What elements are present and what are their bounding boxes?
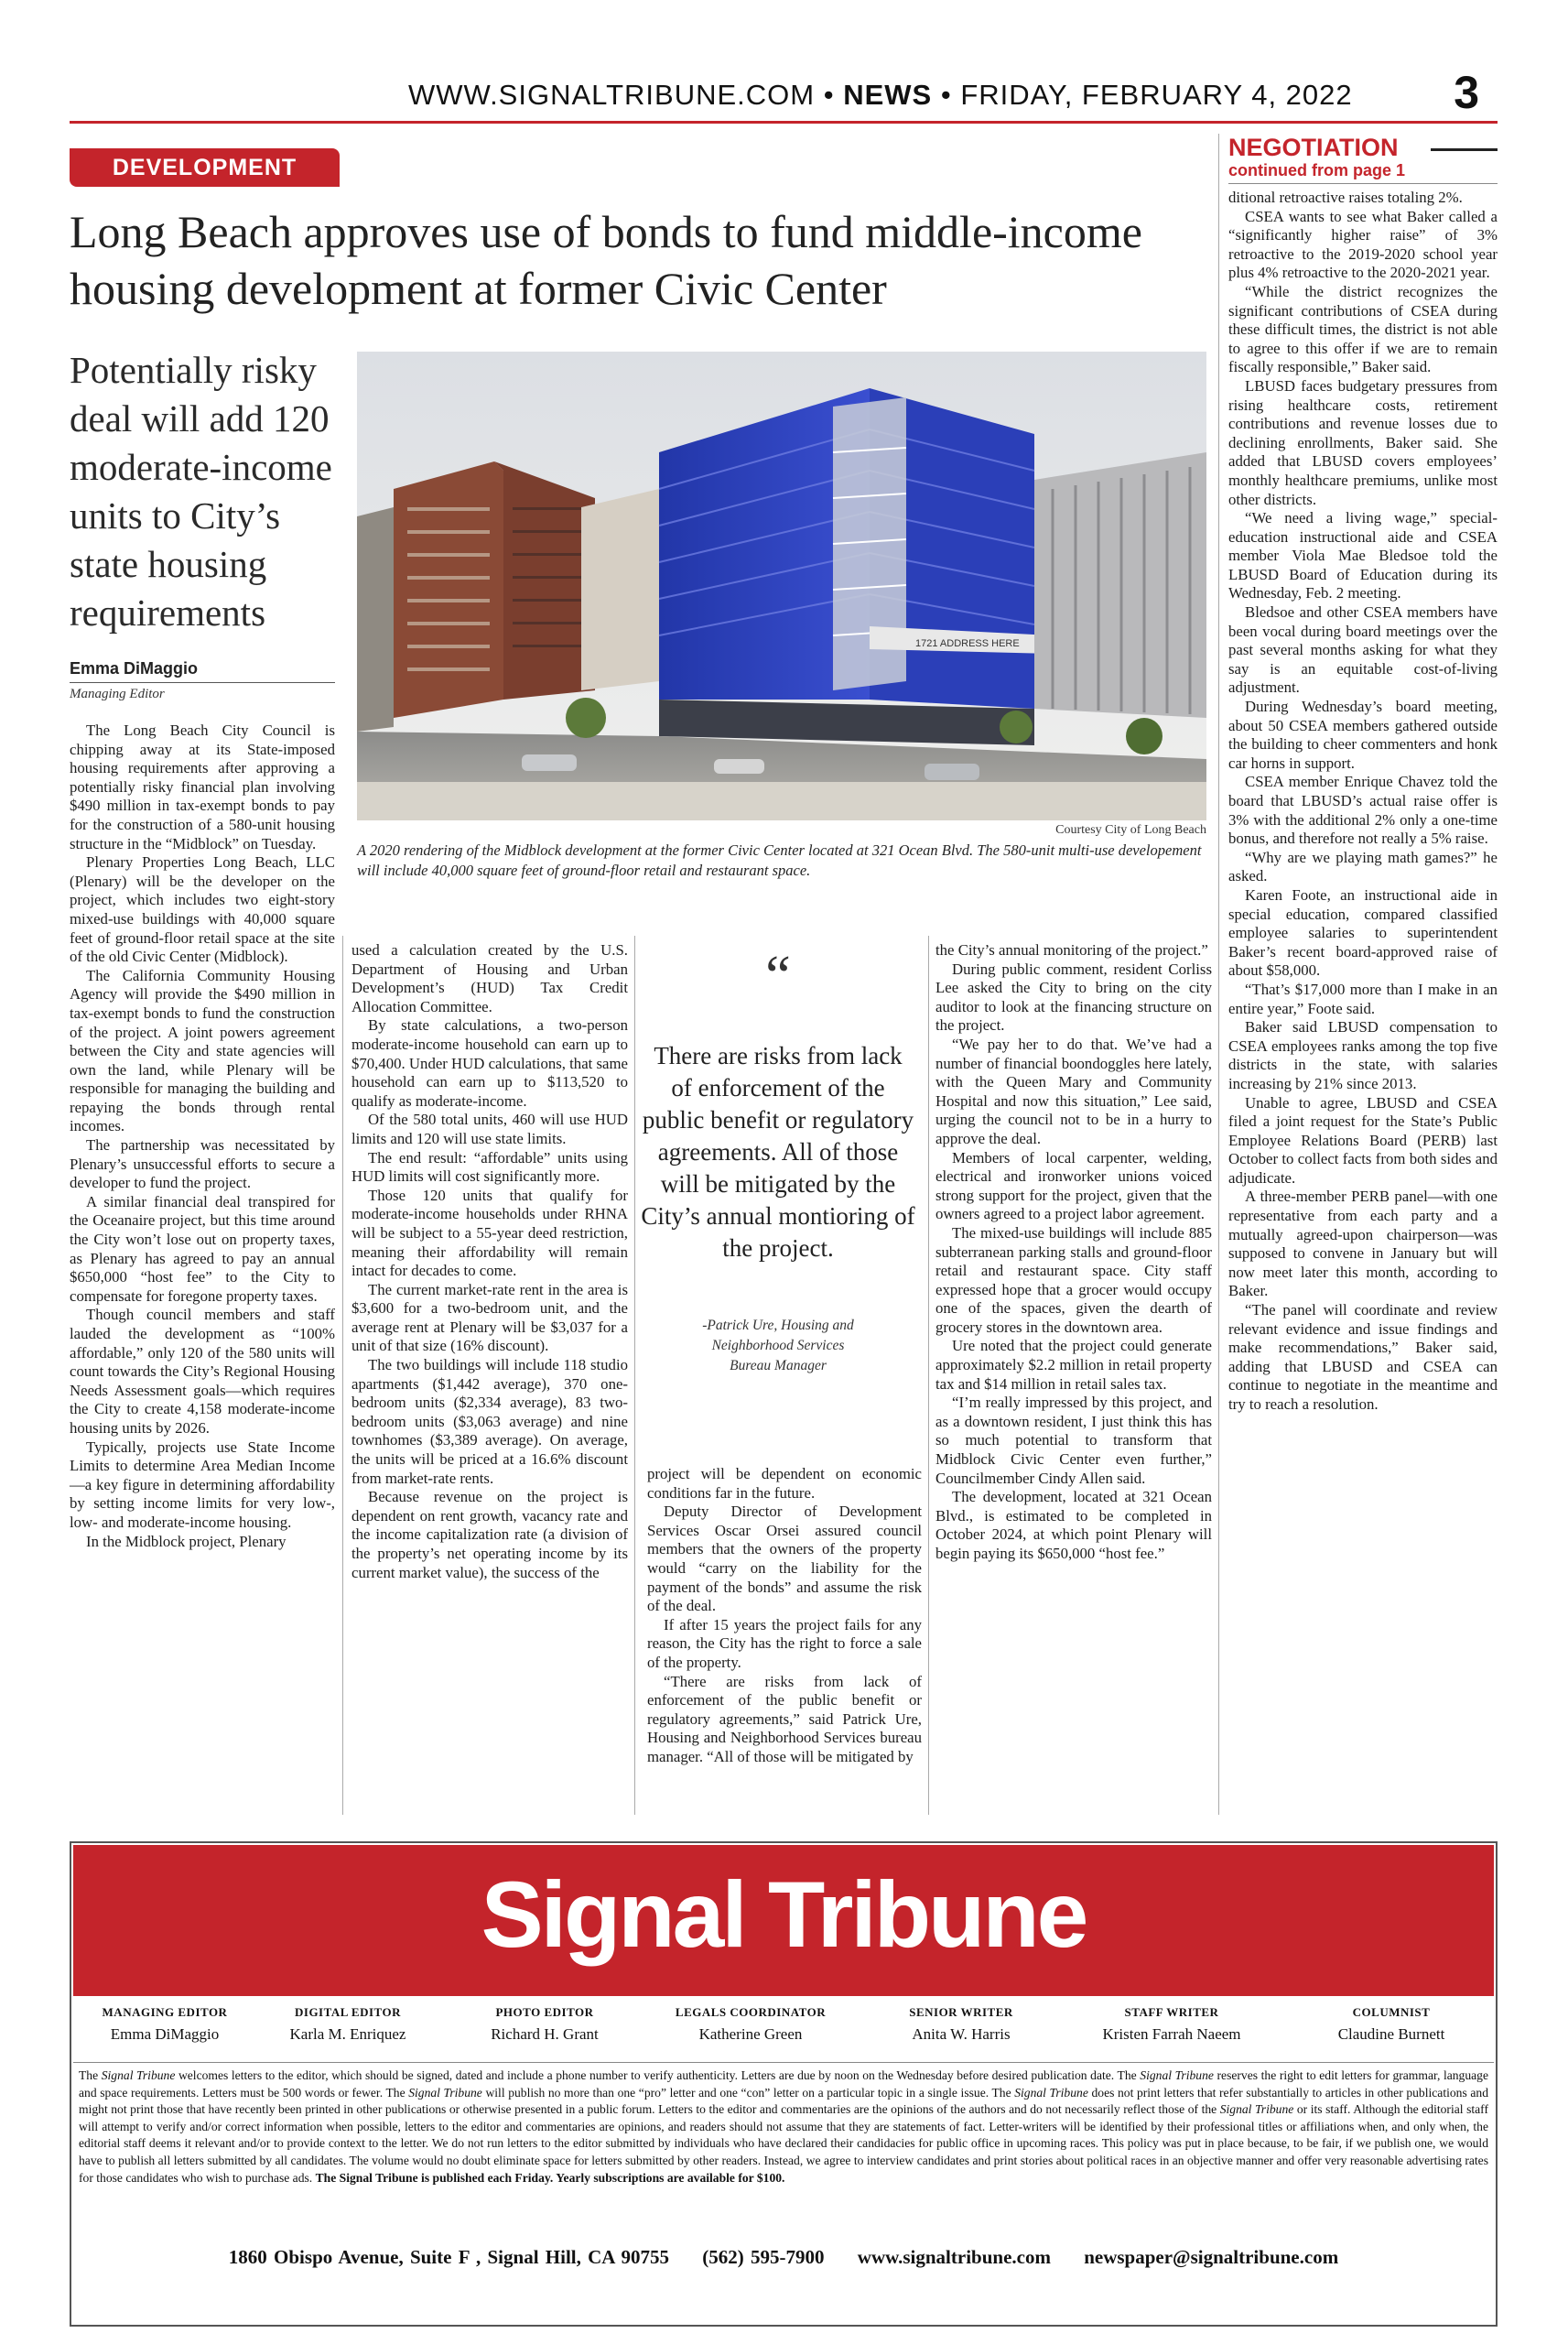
paragraph: LBUSD faces budgetary pressures from rising healthcare costs, retirement contributions and revenue losses due to declining enrollments, Baker said. She added that LBUSD covers employees’ monthly healthcare premiums, unlike most other districts. [1228,376,1498,508]
paragraph: The California Community Housing Agency will provide the $490 million in tax-exempt bonds to fund the construction of the project. A joint powers agreement between the City and state agencies will own the land, while Plenary will be responsible for managing the building and repaying the bonds through rental incomes. [70,966,335,1135]
negotiation-label: NEGOTIATION [1228,134,1399,161]
pull-quote-text: There are risks from lack of enforcement of the public benefit or regulatory agreements. All of those will be mitigated by the City’s annual montioring of the project. [641,1042,915,1262]
column-divider [634,936,635,1815]
paragraph: The current market-rate rent in the area is $3,600 for a two-bedroom unit, and the average rent at Plenary will be $3,037 for a unit of that size (16% discount). [351,1280,628,1355]
article-column-2 [351,941,628,1582]
staff-role: DIGITAL EDITOR [295,2005,401,2019]
staff-role: STAFF WRITER [1124,2005,1219,2019]
negotiation-top-rule [1228,183,1498,184]
paragraph: Because revenue on the project is dependent on rent growth, vacancy rate and the income capitalization rate (a division of the property’s net operating income by its current market value), the success of the [351,1488,628,1581]
policy-paper-name: Signal Tribune [1140,2068,1214,2082]
paragraph: Karen Foote, an instructional aide in special education, compared classified employee salaries to superintendent Baker’s recent board-approved raise of about $58,000. [1228,885,1498,980]
page-header [70,67,1498,119]
header-section: NEWS [843,79,933,111]
paragraph: Though council members and staff lauded the development as “100% affordable,” only 120 of the 580 units will count towards the City’s Regional Housing Needs Assessment goals—which requires the City to create 4,158 moderate-income housing units by 2026. [70,1306,335,1437]
staff-item [453,2005,636,2044]
street-address: 1860 Obispo Avenue, Suite F , Signal Hill, CA 90755 [228,2246,670,2268]
paragraph: Deputy Director of Development Services Oscar Orsei assured council members that the owners of the property would “carry on the liability for the payment of the bonds” and assume the risk of the deal. [647,1503,922,1615]
pull-quote-attribution [641,1316,915,1376]
paragraph: The Long Beach City Council is chipping away at its State-imposed housing requirements after approving a potentially risky financial plan involving $490 million in tax-exempt bonds to pay for the construction of a 580-unit housing structure in the “Midblock” on Tuesday. [70,722,335,852]
paragraph: the City’s annual monitoring of the project.” [935,941,1208,959]
paragraph: A similar financial deal transpired for the Oceanaire project, but this time around the City won’t lose out on property taxes, as Plenary has agreed to pay an annual $650,000 “host fee” to the City to compensate for foregone property taxes. [70,1192,335,1305]
staff-item [256,2005,439,2044]
policy-paper-name: Signal Tribune [1219,2102,1294,2117]
staff-role: COLUMNIST [1352,2005,1431,2019]
staff-name: Kristen Farrah Naeem [1102,2025,1241,2043]
article-headline: Long Beach approves use of bonds to fund middle-income housing development at former Civic Center [70,206,1142,314]
byline-rule [70,682,335,683]
negotiation-rule [1431,148,1498,151]
website-link[interactable]: www.signaltribune.com [857,2246,1051,2268]
staff-item [1080,2005,1263,2044]
paragraph: Those 120 units that qualify for moderate-income households under RHNA will be subject to a 55-year deed restriction, meaning their affordability will remain intact for decades to come. [351,1186,628,1280]
paragraph: The end result: “affordable” units using HUD limits will cost significantly more. [351,1148,628,1186]
attribution-line: Neighborhood Services [711,1338,845,1353]
staff-role: MANAGING EDITOR [102,2005,228,2019]
negotiation-column [1228,189,1498,1415]
staff-name: Karla M. Enriquez [289,2025,406,2043]
article-column-1 [70,722,335,1551]
policy-text: The [79,2068,102,2082]
building-address-sign: 1721 ADDRESS HERE [915,638,1020,649]
paragraph: CSEA wants to see what Baker called a “significantly higher raise” of 3% retroactive to the 2019-2020 school year plus 4% retroactive to the 2020-2021 year. [1228,207,1498,282]
header-date: FRIDAY, FEBRUARY 4, 2022 [960,79,1353,111]
article-deck: Potentially risky deal will add 120 moderate-income units to City’s state housing requirements [70,349,332,634]
phone-number: (562) 595-7900 [702,2246,825,2268]
policy-text: will publish no more than one “pro” letter and one “con” letter on a particular topic in a single issue. The [481,2085,1015,2100]
paragraph: “I’m really impressed by this project, and as a downtown resident, I just think this has so much potential to transform that Midblock Civic Center even further,” Councilmember Cindy Allen said. [935,1394,1212,1487]
letters-policy [79,2067,1488,2187]
paragraph: “That’s $17,000 more than I make in an entire year,” Foote said. [1228,980,1498,1017]
paragraph: During public comment, resident Corliss Lee asked the City to bring on the city auditor to look at the financing structure on the project. [935,960,1212,1035]
building-rendering [357,352,1206,820]
paragraph: The mixed-use buildings will include 885 subterranean parking stalls and ground-floor retail and restaurant space. City staff expressed hope that a grocer would occupy one of the spaces, given the dearth of grocery stores in the downtown area. [935,1223,1212,1336]
staff-role: SENIOR WRITER [909,2005,1013,2019]
paragraph: “While the district recognizes the significant contributions of CSEA during these difficult times, the district is not able to agree to this offer if we are to remain fiscally responsible,” Baker said. [1228,282,1498,376]
paragraph: ditional retroactive raises totaling 2%. [1228,189,1463,206]
staff-list [73,2005,1494,2069]
newspaper-logo: Signal Tribune [481,1862,1087,1967]
article-column-3 [647,1465,922,1767]
paragraph: A three-member PERB panel—with one representative from each party and a mutually agreed-upon chairperson—was supposed to convene in January but will now meet later this month, according to Baker. [1228,1188,1498,1300]
paragraph: “There are risks from lack of enforcement of the public benefit or regulatory agreements,” said Patrick Ure, Housing and Neighborhood Services bureau manager. “All of those will be mitigated by [647,1672,922,1765]
staff-name: Katherine Green [698,2025,803,2043]
continued-from-label: continued from page 1 [1228,161,1406,179]
header-rule [70,121,1498,124]
policy-paper-name: Signal Tribune [1014,2085,1088,2100]
paragraph: Bledsoe and other CSEA members have been vocal during board meetings over the past several months asking for what they say is an equitable cost-of-living adjustment. [1228,603,1498,697]
header-line [408,79,1353,112]
column-divider [928,936,929,1815]
pull-quote [641,945,915,1376]
staff-role: LEGALS COORDINATOR [675,2005,827,2019]
column-divider [342,936,343,1815]
staff-name: Claudine Burnett [1337,2025,1445,2043]
header-separator: • [940,79,952,111]
paragraph: Unable to agree, LBUSD and CSEA filed a joint request for the State’s Public Employee Relations Board (PERB) last October to collect facts from both sides and adjudicate. [1228,1093,1498,1187]
attribution-line: Bureau Manager [730,1358,827,1373]
paragraph: used a calculation created by the U.S. Department of Housing and Urban Development’s (HUD) Tax Credit Allocation Committee. [351,941,628,1015]
paragraph: “Why are we playing math games?” he asked. [1228,848,1498,885]
header-separator: • [823,79,835,111]
contact-line [79,2246,1488,2269]
header-website: WWW.SIGNALTRIBUNE.COM [408,79,816,111]
paragraph: The development, located at 321 Ocean Blvd., is estimated to be completed in October 2024, at which point Plenary will begin paying its $650,000 “host fee.” [935,1488,1212,1562]
paragraph: The partnership was necessitated by Plenary’s unsuccessful efforts to secure a developer to fund the project. [70,1136,335,1192]
paragraph: By state calculations, a two-person moderate-income household can earn up to $70,400. Under HUD calculations, that same household can earn up to $113,520 to qualify as moderate-income. [351,1016,628,1110]
quote-mark: “ [765,945,791,1007]
column-divider [1218,134,1219,1815]
paragraph: project will be dependent on economic conditions far in the future. [647,1465,922,1502]
masthead-banner [73,1845,1494,1996]
paragraph: “We need a living wage,” special-education instructional aide and CSEA member Viola Mae Bledsoe told the LBUSD Board of Education during its Wednesday, Feb. 2 meeting. [1228,509,1498,602]
staff-role: PHOTO EDITOR [495,2005,594,2019]
section-tag: DEVELOPMENT [70,148,340,187]
paragraph: The two buildings will include 118 studio apartments ($1,442 average), 370 one-bedroom units ($2,334 average), 83 two-bedroom units ($3,063 average) and nine townhomes ($3,389 average). On average, the units will be priced at a 16.6% discount from market-rate rents. [351,1356,628,1487]
paragraph: “The panel will coordinate and review relevant evidence and issue findings and make recommendations,” Baker said, adding that LBUSD and CSEA can continue to negotiate in the meantime and try to reach a resolution. [1228,1301,1498,1413]
paragraph: In the Midblock project, Plenary [86,1532,287,1550]
staff-name: Richard H. Grant [491,2025,599,2043]
paragraph: CSEA member Enrique Chavez told the board that LBUSD’s actual raise offer is 3% with the additional 2% only a one-time bonus, and therefore not really a 5% raise. [1228,773,1498,848]
attribution-line: -Patrick Ure, Housing and [702,1318,854,1333]
staff-name: Emma DiMaggio [110,2025,220,2043]
byline-author: Emma DiMaggio [70,659,199,678]
photo-credit: Courtesy City of Long Beach [1055,823,1206,837]
article-column-4 [935,941,1212,1564]
policy-text: reserves the right to edit letters for grammar, language and space requirements. Letters must be 500 words or fewer. The [79,2068,1489,2100]
policy-text: or its staff. Although the editorial staff will attempt to verify and/or correct information when possible, letters to the editor and commentaries are opinions, and readers should not assume that they are statements of fact. Letter-writers will be identified by their professional titles or affiliations when, and only when, the editorial staff deems it relevant and/or to provide context to the letter. We do not run letters to the editor submitted by individuals who have declared their candidacies for public office in upcoming races. This policy was put in place because, to be fair, if we publish one, we would have to publish all letters submitted by all candidates. The volume would no doubt eliminate space for letters submitted by other readers. Instead, we agree to interview candidates and print stories about political races in an objective manner and offer very reasonable advertising rates for those candidates who wish to purchase ads. [79,2102,1488,2185]
paragraph: Typically, projects use State Income Limits to determine Area Median Income—a key figure in determining affordability by setting income limits for very low-, low- and moderate-income housing. [70,1438,335,1531]
article-photo [357,352,1206,820]
staff-item [659,2005,842,2044]
paragraph: Plenary Properties Long Beach, LLC (Plenary) will be the developer on the project, which includes two eight-story mixed-use buildings with 40,000 square feet of ground-floor retail space at the site of the old Civic Center (Midblock). [70,853,335,966]
staff-item [1300,2005,1483,2044]
byline-title: Managing Editor [70,687,165,701]
staff-item [870,2005,1053,2044]
paragraph: Of the 580 total units, 460 will use HUD limits and 120 will use state limits. [351,1111,628,1147]
policy-paper-name: Signal Tribune [101,2068,176,2082]
staff-name: Anita W. Harris [912,2025,1011,2043]
policy-text: welcomes letters to the editor, which should be signed, dated and include a phone number to verify authenticity. Letters are due by noon on the Wednesday before desired publication date. The [175,2068,1141,2082]
policy-publication-note: The Signal Tribune is published each Friday. Yearly subscriptions are available for $100. [315,2170,785,2185]
email-link[interactable]: newspaper@signaltribune.com [1084,2246,1339,2268]
paragraph: If after 15 years the project fails for any reason, the City has the right to force a sale of the property. [647,1615,922,1671]
page-number: 3 [1454,67,1479,118]
paragraph: Ure noted that the project could generate approximately $2.2 million in retail property tax and $14 million in retail sales tax. [935,1337,1212,1393]
paragraph: “We pay her to do that. We’ve had a number of financial boondoggles here lately, with the Queen Mary and Community Hospital and now this situation,” Lee said, urging the council not to be in a hurry to approve the deal. [935,1035,1212,1147]
paragraph: Baker said LBUSD compensation to CSEA employees ranks among the top five districts in the state, with salaries increasing by 21% since 2013. [1228,1018,1498,1092]
policy-text: does not print letters that refer substantially to articles in other publications and might not print those that have recently been printed in other publications or otherwise presented in a public forum. Letters to the editor and commentaries are the opinions of the authors and do not necessarily reflect those of the [79,2085,1488,2117]
photo-caption: A 2020 rendering of the Midblock development at the former Civic Center located at 321 Ocean Blvd. The 580-unit multi-use developement will include 40,000 square feet of ground-floor retail and restaurant space. [357,841,1202,879]
staff-rule [73,2062,1494,2063]
policy-paper-name: Signal Tribune [408,2085,482,2100]
staff-item [73,2005,256,2044]
paragraph: Members of local carpenter, welding, electrical and ironworker unions voiced strong support for the project, given that the owners agreed to a project labor agreement. [935,1148,1212,1223]
paragraph: During Wednesday’s board meeting, about 50 CSEA members gathered outside the building to cheer commenters and honk car horns in support. [1228,698,1498,772]
